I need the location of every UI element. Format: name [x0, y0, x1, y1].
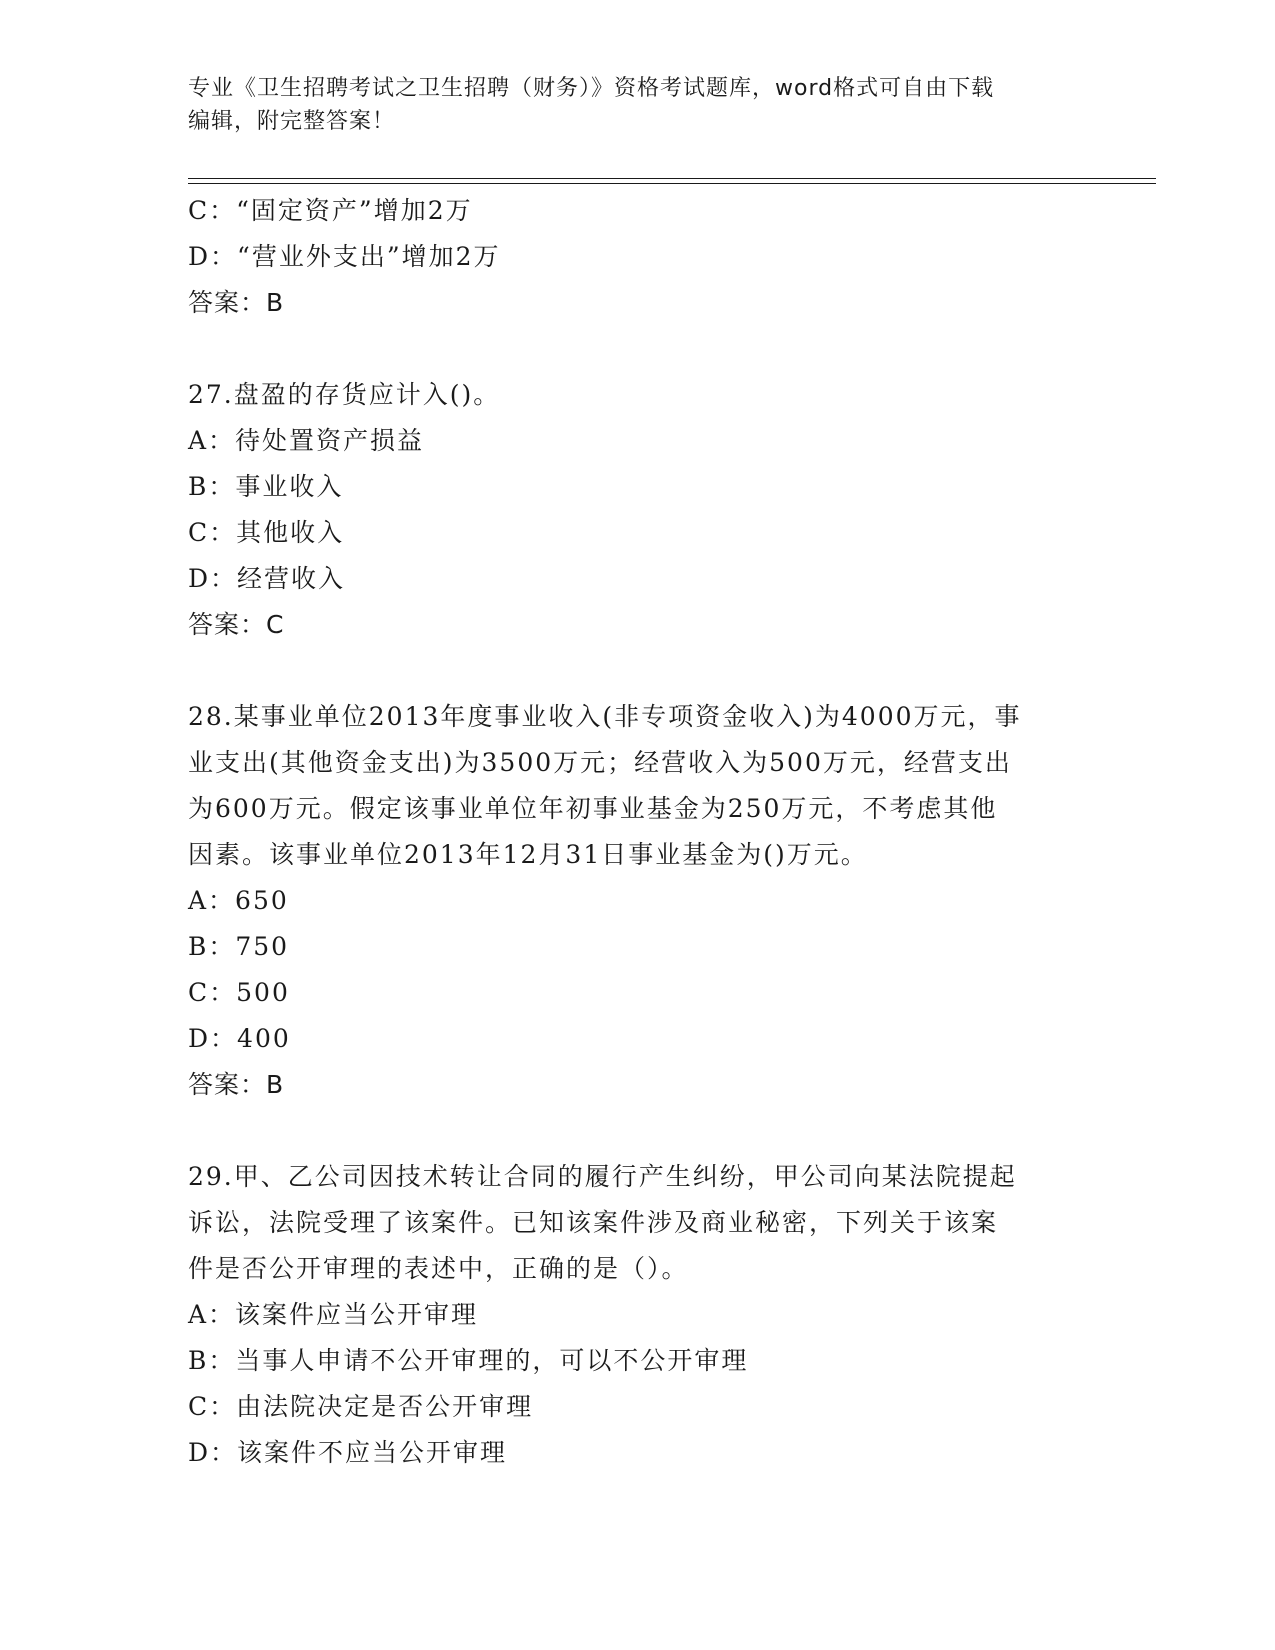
option-d: D：400	[188, 1024, 291, 1053]
option-a: A：650	[188, 886, 289, 915]
question-29	[188, 1154, 1088, 1476]
option-a: A：待处置资产损益	[188, 426, 425, 455]
answer-line: 答案：B	[188, 1070, 285, 1099]
question-text-line: 件是否公开审理的表述中，正确的是（）。	[188, 1254, 689, 1283]
question-text-line: 28.某事业单位2013年度事业收入(非专项资金收入)为4000万元，事	[188, 702, 1022, 731]
option-c: C：“固定资产”增加2万	[188, 196, 473, 225]
option-c: C：由法院决定是否公开审理	[188, 1392, 534, 1421]
option-c: C：其他收入	[188, 518, 345, 547]
question-text-line: 因素。该事业单位2013年12月31日事业基金为()万元。	[188, 840, 868, 869]
header-rule-bottom	[188, 183, 1156, 184]
option-d: D：该案件不应当公开审理	[188, 1438, 508, 1467]
option-d: D：经营收入	[188, 564, 346, 593]
option-c: C：500	[188, 978, 290, 1007]
question-content	[188, 188, 1088, 1476]
spacer	[188, 648, 1088, 694]
question-28	[188, 694, 1088, 1108]
spacer	[188, 1108, 1088, 1154]
question-27	[188, 372, 1088, 648]
question-text-line: 业支出(其他资金支出)为3500万元；经营收入为500万元，经营支出	[188, 748, 1012, 777]
question-text-line: 诉讼，法院受理了该案件。已知该案件涉及商业秘密，下列关于该案	[188, 1208, 999, 1237]
header-line-1: 专业《卫生招聘考试之卫生招聘（财务）》资格考试题库，word格式可自由下载	[188, 76, 995, 101]
option-b: B：750	[188, 932, 290, 961]
option-b: B：事业收入	[188, 472, 344, 501]
answer-line: 答案：B	[188, 288, 285, 317]
question-26-tail	[188, 188, 1088, 326]
header-rule-top	[188, 178, 1156, 179]
option-a: A：该案件应当公开审理	[188, 1300, 479, 1329]
answer-line: 答案：C	[188, 610, 285, 639]
spacer	[188, 326, 1088, 372]
question-text-line: 27.盘盈的存货应计入()。	[188, 380, 501, 409]
question-text-line: 29.甲、乙公司因技术转让合同的履行产生纠纷，甲公司向某法院提起	[188, 1162, 1017, 1191]
question-text-line: 为600万元。假定该事业单位年初事业基金为250万元，不考虑其他	[188, 794, 998, 823]
option-d: D：“营业外支出”增加2万	[188, 242, 501, 271]
option-b: B：当事人申请不公开审理的，可以不公开审理	[188, 1346, 749, 1375]
header-line-2: 编辑，附完整答案！	[188, 109, 396, 134]
document-header	[188, 72, 1068, 138]
